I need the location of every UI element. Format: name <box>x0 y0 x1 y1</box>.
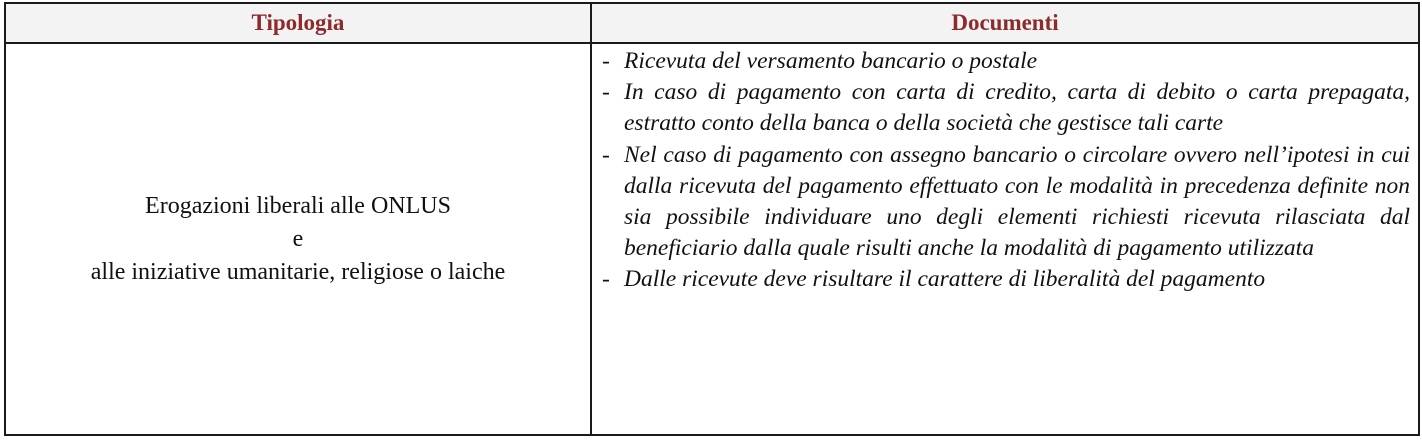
tipologia-line-2: e <box>292 225 304 252</box>
tipologia-cell <box>5 43 591 435</box>
tipologia-line-1: Erogazioni liberali alle ONLUS <box>145 192 451 219</box>
list-item-text: In caso di pagamento con carta di credito, carta di debito o carta prepagata, estratto conto della banca o della società che gestisce tali carte <box>624 79 1410 137</box>
list-dash: - <box>602 79 610 106</box>
documenti-list <box>602 46 1410 296</box>
list-item-text: Dalle ricevute deve risultare il carattere di liberalità del pagamento <box>624 266 1266 293</box>
header-tipologia: Tipologia <box>5 3 591 43</box>
documenti-cell <box>591 43 1419 435</box>
documents-table <box>4 2 1420 436</box>
table-header <box>5 3 1419 43</box>
table-body <box>5 43 1419 435</box>
list-item-text: Nel caso di pagamento con assegno bancario o circolare ovvero nell’ipotesi in cui dalla ricevuta del pagamento effettuato con le modalità in precedenza definite non sia possibile individuare uno degli elementi richiesti ricevuta rilasciata dal beneficiario dalla quale risulti anche la modalità di pagamento utilizzata <box>624 141 1410 262</box>
tipologia-line-3: alle iniziative umanitarie, religiose o laiche <box>90 258 506 285</box>
list-dash: - <box>602 266 610 293</box>
list-item <box>602 140 1410 265</box>
header-documenti: Documenti <box>591 3 1419 43</box>
list-item <box>602 77 1410 139</box>
list-dash: - <box>602 48 610 74</box>
list-item <box>602 264 1410 295</box>
table-row <box>5 43 1419 435</box>
list-item <box>602 46 1410 77</box>
list-item-text: Ricevuta del versamento bancario o postale <box>624 48 1038 74</box>
list-dash: - <box>602 141 610 168</box>
header-row <box>5 3 1419 43</box>
